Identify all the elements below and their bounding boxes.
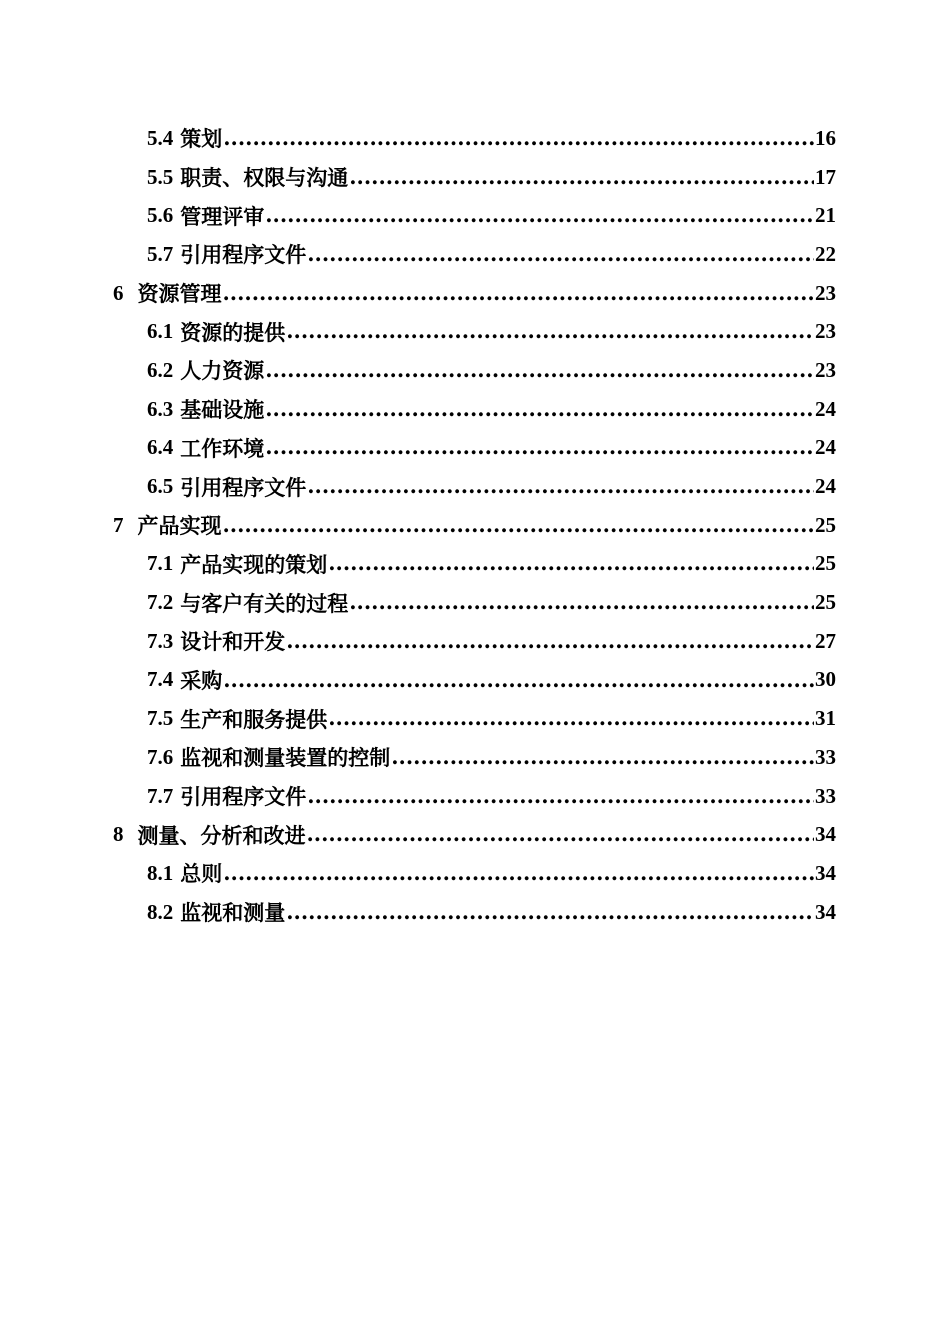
toc-entry-number: 6 bbox=[113, 280, 124, 305]
toc-entry-title: 引用程序文件 bbox=[180, 474, 307, 500]
toc-entry-number: 7.3 bbox=[147, 628, 174, 653]
toc-entry-number: 8.2 bbox=[147, 899, 174, 924]
toc-entry-7-1[interactable] bbox=[0, 545, 950, 584]
toc-dot-leader bbox=[223, 283, 815, 304]
toc-entry-6-3[interactable] bbox=[0, 390, 950, 429]
toc-entry-6-2[interactable] bbox=[0, 351, 950, 390]
toc-dot-leader bbox=[265, 360, 814, 381]
toc-dot-leader bbox=[349, 592, 814, 613]
toc-entry-number: 6.1 bbox=[147, 319, 174, 344]
toc-entry-7-2[interactable] bbox=[0, 583, 950, 622]
toc-entry-title: 生产和服务提供 bbox=[180, 706, 328, 732]
toc-entry-title: 人力资源 bbox=[180, 358, 265, 384]
toc-entry-page: 27 bbox=[815, 628, 836, 653]
toc-dot-leader bbox=[286, 902, 814, 923]
toc-entry-number: 6.2 bbox=[147, 357, 174, 382]
toc-entry-number: 5.6 bbox=[147, 203, 174, 228]
toc-entry-title: 监视和测量装置的控制 bbox=[180, 745, 391, 771]
toc-entry-title: 引用程序文件 bbox=[180, 784, 307, 810]
toc-entry-5-6[interactable] bbox=[0, 196, 950, 235]
toc-entry-page: 33 bbox=[815, 744, 836, 769]
toc-dot-leader bbox=[307, 786, 814, 807]
toc-entry-title: 策划 bbox=[180, 126, 223, 152]
toc-entry-number: 7.5 bbox=[147, 706, 174, 731]
toc-entry-8-2[interactable] bbox=[0, 893, 950, 932]
toc-entry-6-4[interactable] bbox=[0, 429, 950, 468]
toc-entry-7[interactable] bbox=[0, 506, 950, 545]
toc-entry-page: 34 bbox=[815, 822, 836, 847]
toc-dot-leader bbox=[328, 708, 814, 729]
toc-entry-number: 8.1 bbox=[147, 860, 174, 885]
toc-entry-title: 工作环境 bbox=[180, 435, 265, 461]
toc-entry-page: 23 bbox=[815, 357, 836, 382]
toc-dot-leader bbox=[223, 863, 814, 884]
toc-entry-page: 24 bbox=[815, 396, 836, 421]
toc-entry-number: 6.3 bbox=[147, 396, 174, 421]
toc-entry-title: 职责、权限与沟通 bbox=[180, 165, 349, 191]
toc-entry-title: 监视和测量 bbox=[180, 900, 286, 926]
toc-entry-number: 5.7 bbox=[147, 241, 174, 266]
toc-entry-title: 管理评审 bbox=[180, 203, 265, 229]
toc-entry-number: 7.6 bbox=[147, 744, 174, 769]
toc-entry-page: 23 bbox=[815, 319, 836, 344]
toc-entry-title: 与客户有关的过程 bbox=[180, 590, 349, 616]
toc-entry-title: 资源管理 bbox=[137, 281, 222, 307]
toc-entry-page: 24 bbox=[815, 474, 836, 499]
toc-dot-leader bbox=[307, 824, 815, 845]
toc-entry-7-4[interactable] bbox=[0, 661, 950, 700]
toc-dot-leader bbox=[307, 244, 814, 265]
toc-entry-page: 30 bbox=[815, 667, 836, 692]
toc-entry-6-5[interactable] bbox=[0, 467, 950, 506]
toc-entry-page: 22 bbox=[815, 241, 836, 266]
toc-entry-page: 31 bbox=[815, 706, 836, 731]
toc-entry-7-5[interactable] bbox=[0, 699, 950, 738]
toc-entry-number: 7.1 bbox=[147, 551, 174, 576]
toc-entry-7-3[interactable] bbox=[0, 622, 950, 661]
toc-dot-leader bbox=[349, 167, 814, 188]
toc-entry-number: 5.5 bbox=[147, 164, 174, 189]
toc-entry-page: 34 bbox=[815, 899, 836, 924]
toc-entry-number: 8 bbox=[113, 822, 124, 847]
toc-entry-title: 测量、分析和改进 bbox=[137, 822, 306, 848]
toc-entry-page: 17 bbox=[815, 164, 836, 189]
toc-dot-leader bbox=[265, 399, 814, 420]
toc-entry-page: 24 bbox=[815, 435, 836, 460]
toc-entry-title: 采购 bbox=[180, 667, 223, 693]
toc-entry-number: 7.7 bbox=[147, 783, 174, 808]
toc-entry-title: 引用程序文件 bbox=[180, 242, 307, 268]
toc-dot-leader bbox=[223, 515, 815, 536]
toc-entry-page: 34 bbox=[815, 860, 836, 885]
toc-entry-number: 6.5 bbox=[147, 474, 174, 499]
toc-entry-page: 23 bbox=[815, 280, 836, 305]
toc-entry-title: 设计和开发 bbox=[180, 629, 286, 655]
toc-entry-page: 33 bbox=[815, 783, 836, 808]
toc-entry-7-7[interactable] bbox=[0, 777, 950, 816]
toc-entry-page: 21 bbox=[815, 203, 836, 228]
toc-dot-leader bbox=[265, 437, 814, 458]
toc-entry-number: 7.2 bbox=[147, 590, 174, 615]
toc-entry-title: 产品实现的策划 bbox=[180, 551, 328, 577]
toc-dot-leader bbox=[328, 553, 814, 574]
toc-entry-5-4[interactable] bbox=[0, 119, 950, 158]
toc-dot-leader bbox=[307, 476, 814, 497]
toc-dot-leader bbox=[286, 321, 814, 342]
toc-entry-8-1[interactable] bbox=[0, 854, 950, 893]
toc-entry-page: 16 bbox=[815, 125, 836, 150]
toc-entry-5-7[interactable] bbox=[0, 235, 950, 274]
toc-dot-leader bbox=[223, 669, 814, 690]
toc-entry-8[interactable] bbox=[0, 815, 950, 854]
toc-entry-page: 25 bbox=[815, 512, 836, 537]
toc-dot-leader bbox=[223, 128, 814, 149]
toc-entry-title: 总则 bbox=[180, 861, 223, 887]
toc-entry-number: 7 bbox=[113, 512, 124, 537]
toc-entry-number: 5.4 bbox=[147, 125, 174, 150]
toc-entry-page: 25 bbox=[815, 551, 836, 576]
toc-entry-title: 基础设施 bbox=[180, 397, 265, 423]
toc-entry-6-1[interactable] bbox=[0, 312, 950, 351]
toc-dot-leader bbox=[391, 747, 814, 768]
toc-dot-leader bbox=[265, 205, 814, 226]
table-of-contents bbox=[0, 119, 950, 931]
toc-entry-number: 6.4 bbox=[147, 435, 174, 460]
toc-entry-title: 产品实现 bbox=[137, 513, 222, 539]
toc-entry-7-6[interactable] bbox=[0, 738, 950, 777]
toc-entry-title: 资源的提供 bbox=[180, 319, 286, 345]
toc-dot-leader bbox=[286, 631, 814, 652]
toc-entry-5-5[interactable] bbox=[0, 158, 950, 197]
toc-entry-6[interactable] bbox=[0, 274, 950, 313]
toc-entry-page: 25 bbox=[815, 590, 836, 615]
toc-entry-number: 7.4 bbox=[147, 667, 174, 692]
